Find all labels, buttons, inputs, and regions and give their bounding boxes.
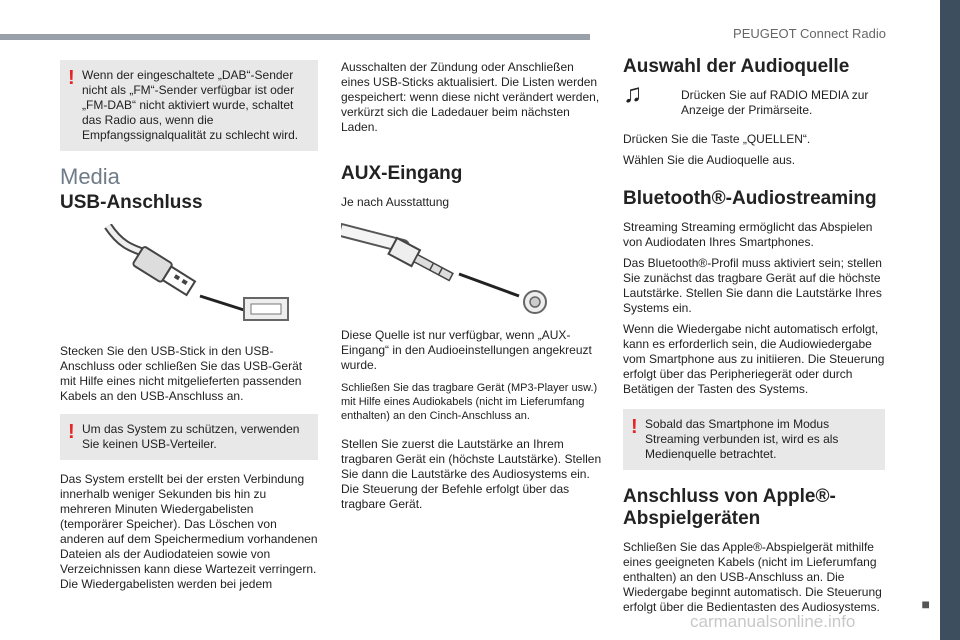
header-title: PEUGEOT Connect Radio [733, 26, 886, 41]
source-text-1: Drücken Sie die Taste „QUELLEN“. [623, 132, 811, 146]
column-1 [60, 60, 318, 598]
usb-text: Stecken Sie den USB-Stick in den USB-Anschluss oder schließen Sie das USB-Gerät mit Hilfe eines nicht mitgelieferten passenden Kabels an den USB-Anschluss an. [60, 344, 303, 403]
usb-stick-icon [60, 224, 318, 336]
section-title: Media [60, 164, 120, 189]
aux-text-1: Diese Quelle ist nur verfügbar, wenn „AUX-Eingang“ in den Audioeinstellungen angekreuzt wurde. [341, 328, 592, 372]
usb-illustration [60, 224, 318, 336]
bluetooth-text-3: Wenn die Wiedergabe nicht automatisch erfolgt, kann es erforderlich sein, die Audiowiedergabe vom Smartphone aus zu initiieren. Die Steuerung erfolgt über das Peripheriegerät oder durch Betätigen der Tasten des Systems. [623, 322, 885, 396]
warning-icon: ! [631, 416, 638, 438]
column-3 [623, 56, 885, 621]
warning-note [60, 60, 318, 151]
warning-note [60, 414, 318, 460]
radio-media-instruction [623, 78, 885, 126]
warning-text: Sobald das Smartphone im Modus Streaming verbunden ist, wird es als Medienquelle betrachtet. [645, 417, 839, 461]
source-title: Auswahl der Audioquelle [623, 56, 850, 77]
apple-title: Anschluss von Apple®-Abspielgeräten [623, 486, 836, 529]
radio-media-text: Drücken Sie auf RADIO MEDIA zur Anzeige der Primärseite. [681, 88, 869, 117]
warning-text: Wenn der eingeschaltete „DAB“-Sender nicht als „FM“-Sender verfügbar ist oder „FM-DAB“ nicht aktiviert wurde, schaltet das Radio aus, wenn die Empfangssignalqualität zu schlecht wird. [82, 68, 299, 142]
page-marker: ■ [921, 596, 930, 612]
warning-icon: ! [68, 67, 75, 89]
music-note-icon: ♫ [623, 78, 643, 108]
aux-text-3: Stellen Sie zuerst die Lautstärke an Ihrem tragbaren Gerät ein (höchste Lautstärke). Stellen Sie dann die Lautstärke des Audiosystems ein. Die Steuerung der Befehle erfolgt über das tragbare Gerät. [341, 437, 602, 511]
bluetooth-text-1: Streaming Streaming ermöglicht das Abspielen von Audiodaten Ihres Smartphones. [623, 220, 873, 249]
aux-jack-icon [341, 216, 603, 328]
apple-text: Schließen Sie das Apple®-Abspielgerät mithilfe eines geeigneten Kabels (nicht im Lieferumfang enthalten) an den USB-Anschluss an. Die Wiedergabe beginnt automatisch. Die Steuerung erfolgt über die Bedientasten des Audiosystems. [623, 540, 882, 614]
bluetooth-text-2: Das Bluetooth®-Profil muss aktiviert sein; stellen Sie zunächst das tragbare Gerät auf die höchste Lautstärke. Stellen Sie dann die Lautstärke Ihres Systems ein. [623, 256, 882, 315]
bluetooth-title: Bluetooth®-Audiostreaming [623, 188, 877, 209]
aux-subtitle: Je nach Ausstattung [341, 195, 450, 209]
aux-text-2: Schließen Sie das tragbare Gerät (MP3-Player usw.) mit Hilfe eines Audiokabels (nicht im Lieferumfang enthalten) an den Cinch-Anschluss an. [341, 382, 598, 422]
header-bar [0, 34, 590, 40]
side-strip [940, 0, 960, 640]
aux-illustration [341, 216, 603, 328]
warning-icon: ! [68, 421, 75, 443]
sync-text: Das System erstellt bei der ersten Verbindung innerhalb weniger Sekunden bis hin zu mehreren Minuten Wiedergabelisten (temporärer Speicher). Das Löschen von anderen auf dem Speichermedium vorhandenen Dateien als der Audiodateien sowie von Verzeichnissen kann diese Wartezeit verringern. Die Wiedergabelisten werden bei jedem [60, 472, 318, 591]
source-text-2: Wählen Sie die Audioquelle aus. [623, 153, 796, 167]
warning-note [623, 409, 885, 470]
watermark: carmanualsonline.info [690, 612, 856, 631]
aux-title: AUX-Eingang [341, 163, 463, 184]
column-2 [341, 60, 603, 518]
warning-text: Um das System zu schützen, verwenden Sie keinen USB-Verteiler. [82, 422, 300, 451]
continued-text: Ausschalten der Zündung oder Anschließen eines USB-Sticks aktualisiert. Die Listen werden gespeichert: wenn diese nicht verändert werden, verkürzt sich die Ladedauer beim nächsten Laden. [341, 60, 600, 134]
usb-title: USB-Anschluss [60, 192, 203, 213]
